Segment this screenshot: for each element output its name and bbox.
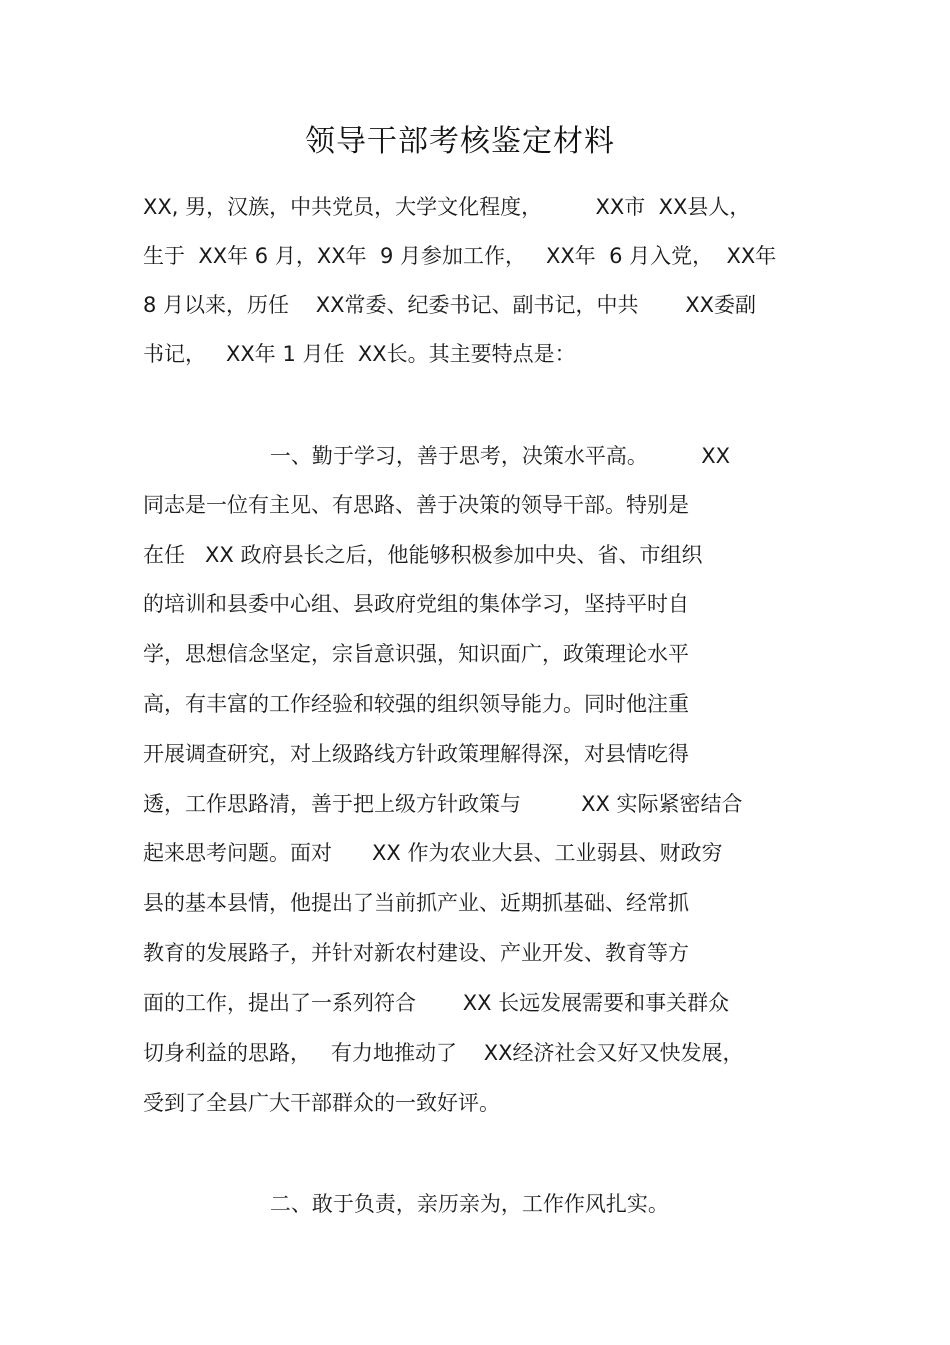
intro-line: 书记， XX年 1 月任 XX长。其主要特点是： xyxy=(143,342,576,366)
body-line: 面的工作，提出了一系列符合 XX 长远发展需要和事关群众 xyxy=(143,991,730,1015)
body-line: 切身利益的思路， 有力地推动了 XX经济社会又好又快发展， xyxy=(143,1041,744,1065)
body-line: 教育的发展路子，并针对新农村建设、产业开发、教育等方 xyxy=(143,941,689,965)
body-line: 透，工作思路清，善于把上级方针政策与 XX 实际紧密结合 xyxy=(143,792,743,816)
body-line: 高，有丰富的工作经验和较强的组织领导能力。同时他注重 xyxy=(143,692,689,716)
section1-heading-line: 一、勤于学习，善于思考，决策水平高。 XX xyxy=(143,444,731,468)
body-line: 开展调查研究，对上级路线方针政策理解得深，对县情吃得 xyxy=(143,742,689,766)
body-line: 起来思考问题。面对 XX 作为农业大县、工业弱县、财政穷 xyxy=(143,841,723,865)
section2-heading: 二、敢于负责，亲历亲为，工作作风扎实。 xyxy=(143,1192,669,1216)
intro-line: 生于 XX年 6 月，XX年 9 月参加工作， XX年 6 月入党， XX年 xyxy=(143,244,777,268)
body-line: 县的基本县情，他提出了当前抓产业、近期抓基础、经常抓 xyxy=(143,891,689,915)
intro-line: XX, 男，汉族，中共党员，大学文化程度， XX市 XX县人， xyxy=(143,195,751,219)
body-line: 的培训和县委中心组、县政府党组的集体学习，坚持平时自 xyxy=(143,592,689,616)
intro-line: 8 月以来，历任 XX常委、纪委书记、副书记，中共 XX委副 xyxy=(143,293,757,317)
body-line: 受到了全县广大干部群众的一致好评。 xyxy=(143,1091,500,1115)
document-title: 领导干部考核鉴定材料 xyxy=(305,124,615,159)
body-line: 学，思想信念坚定，宗旨意识强，知识面广，政策理论水平 xyxy=(143,642,689,666)
body-line: 在任 XX 政府县长之后，他能够积极参加中央、省、市组织 xyxy=(143,543,703,567)
body-line: 同志是一位有主见、有思路、善于决策的领导干部。特别是 xyxy=(143,493,689,517)
